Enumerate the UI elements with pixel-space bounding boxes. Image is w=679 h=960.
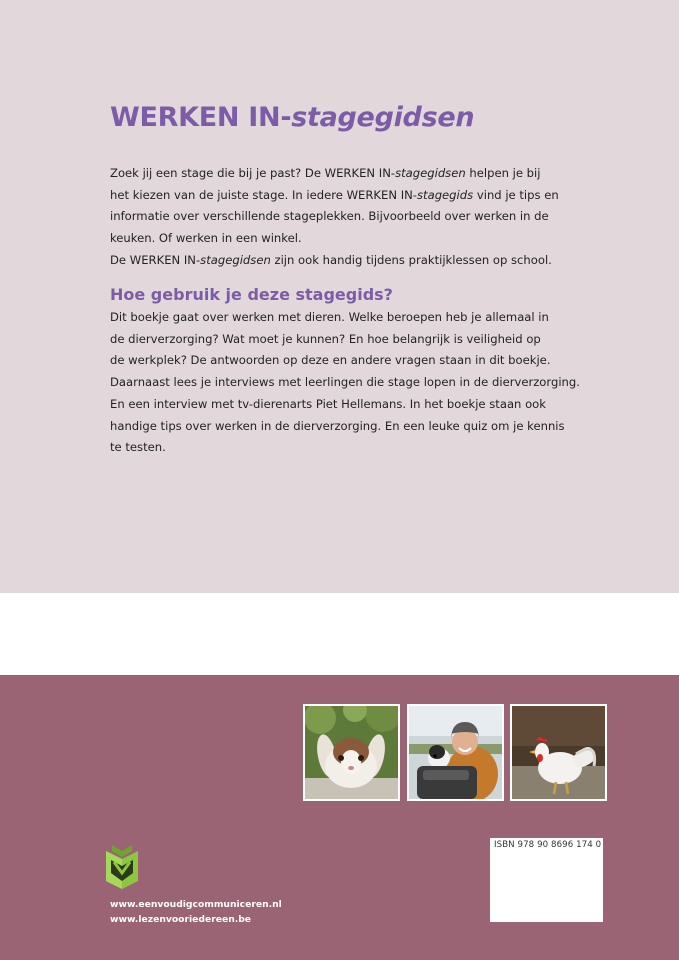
intro-paragraph: [110, 163, 570, 272]
howto-line: Dit boekje gaat over werken met dieren. Welke beroepen heb je allemaal in: [110, 310, 549, 324]
intro-line: het kiezen van de juiste stage. In iedere WERKEN IN-stagegids vind je tips en: [110, 187, 559, 202]
series-title: WERKEN IN-stagegidsen: [110, 102, 475, 133]
intro-line: keuken. Of werken in een winkel.: [110, 231, 302, 246]
intro-line: De WERKEN IN-stagegidsen zijn ook handig tijdens praktijklessen op school.: [110, 252, 552, 267]
motorcyclist-with-dog-photo: [407, 704, 504, 801]
rabbit-photo: [303, 704, 400, 801]
intro-line: informatie over verschillende stageplekken. Bijvoorbeeld over werken in de: [110, 209, 549, 224]
url-lezenvooriedereen[interactable]: www.lezenvooriedereen.be: [110, 914, 252, 925]
isbn-barcode-area: [490, 838, 603, 922]
url-eenvoudigcommuniceren[interactable]: www.eenvoudigcommuniceren.nl: [110, 899, 282, 910]
white-band: [0, 593, 679, 675]
publisher-urls: [110, 897, 282, 927]
rooster-photo: [510, 704, 607, 801]
isbn-number: ISBN 978 90 8696 174 0: [494, 840, 602, 850]
howto-paragraph: [110, 307, 580, 459]
howto-line: Daarnaast lees je interviews met leerlingen die stage lopen in de dierverzorging.: [110, 375, 580, 390]
howto-line: de dierverzorging? Wat moet je kunnen? En hoe belangrijk is veiligheid op: [110, 331, 541, 346]
howto-line: handige tips over werken in de dierverzorging. En een leuke quiz om je kennis: [110, 418, 565, 433]
howto-heading: Hoe gebruik je deze stagegids?: [110, 285, 393, 304]
publisher-logo-icon: [104, 845, 140, 891]
howto-line: de werkplek? De antwoorden op deze en andere vragen staan in dit boekje.: [110, 353, 551, 368]
howto-line: En een interview met tv-dierenarts Piet Hellemans. In het boekje staan ook: [110, 396, 546, 411]
howto-line: te testen.: [110, 440, 166, 455]
intro-line: Zoek jij een stage die bij je past? De WERKEN IN-stagegidsen helpen je bij: [110, 166, 541, 180]
